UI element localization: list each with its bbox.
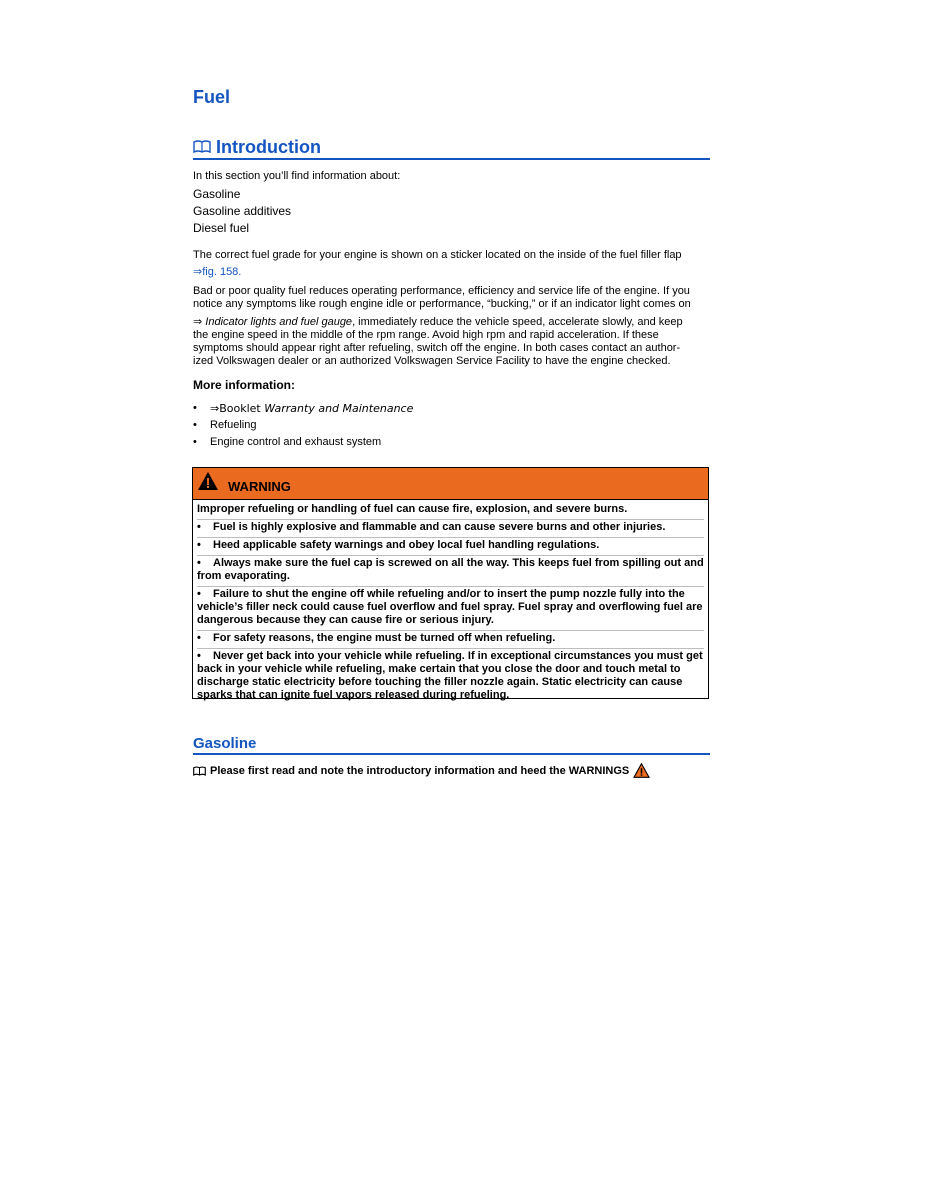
list-item-label: Engine control and exhaust system xyxy=(210,436,382,448)
bullet: • xyxy=(197,521,201,533)
warning-item-text: Failure to shut the engine off while refueling and/or to insert the pump nozzle fully into the vehicle’s filler neck could cause fuel overflow and fuel spray. Fuel spray and overflowing fuel are dangerous because they can cause fire or serious injury. xyxy=(197,588,703,626)
more-info-label: More information: xyxy=(193,378,295,392)
warning-triangle-icon[interactable] xyxy=(633,763,650,778)
warning-box xyxy=(192,467,709,699)
warning-item-text: Always make sure the fuel cap is screwed on all the way. This keeps fuel from spilling out and from evaporating. xyxy=(197,557,704,582)
topic-item: Gasoline xyxy=(193,187,241,201)
list-item[interactable] xyxy=(193,400,710,417)
gasoline-heading xyxy=(193,734,710,755)
warning-item xyxy=(197,587,704,631)
introduction-heading xyxy=(193,136,710,160)
read-note xyxy=(193,763,710,778)
arrow-symbol: ⇒ xyxy=(193,316,203,328)
book-icon xyxy=(193,766,206,776)
read-note-text: Please first read and note the introductory information and heed the WARNINGS xyxy=(210,764,630,777)
list-item[interactable] xyxy=(193,417,710,434)
fuel-quality-line: the engine speed in the middle of the rpm range. Avoid high rpm and rapid acceleration. If these xyxy=(193,329,659,341)
fuel-quality-line xyxy=(193,316,710,329)
indicator-lights-link[interactable]: Indicator lights and fuel gauge xyxy=(205,316,353,328)
fuel-quality-line: notice any symptoms like rough engine idle or performance, “bucking,” or if an indicator light comes on xyxy=(193,298,691,310)
warning-item-text: Never get back into your vehicle while refueling. If in exceptional circumstances you must get back in your vehicle while refueling, make certain that you close the door and touch metal to discharge static electricity before touching the filler nozzle again. Static electricity can cause sparks that can ignite fuel vapors released during refueling. xyxy=(197,650,703,701)
fuel-quality-continuation: , immediately reduce the vehicle speed, accelerate slowly, and keep xyxy=(352,316,683,328)
book-icon xyxy=(193,137,211,158)
topic-item: Diesel fuel xyxy=(193,221,250,235)
warning-item xyxy=(197,631,704,649)
warning-lead: Improper refueling or handling of fuel can cause fire, explosion, and severe burns. xyxy=(197,502,704,520)
warning-title: WARNING xyxy=(228,479,291,494)
warning-item xyxy=(197,649,704,705)
fuel-quality-line: Bad or poor quality fuel reduces operating performance, efficiency and service life of the engine. If you xyxy=(193,285,690,297)
bullet: • xyxy=(197,650,201,662)
bullet: • xyxy=(197,632,201,644)
intro-lead: In this section you’ll find information about: xyxy=(193,170,401,182)
warning-header xyxy=(193,468,708,500)
warning-item xyxy=(197,538,704,556)
warning-item-text: Heed applicable safety warnings and obey local fuel handling regulations. xyxy=(213,539,600,551)
fig-158-link[interactable]: ⇒fig. 158. xyxy=(193,266,242,278)
fuel-grade-text: The correct fuel grade for your engine is shown on a sticker located on the inside of the fuel filler flap xyxy=(193,249,682,261)
warning-item xyxy=(197,520,704,538)
fuel-quality-line: symptoms should appear right after refueling, switch off the engine. In both cases contact an author- xyxy=(193,342,681,354)
warning-item xyxy=(197,556,704,587)
introduction-heading-text: Introduction xyxy=(216,136,321,157)
chapter-title: Fuel xyxy=(193,87,231,107)
bullet: • xyxy=(197,557,201,569)
warning-item-text: For safety reasons, the engine must be turned off when refueling. xyxy=(213,632,556,644)
list-item-label: Refueling xyxy=(210,419,257,431)
more-info-list xyxy=(193,400,710,451)
topic-item: Gasoline additives xyxy=(193,204,292,218)
list-item[interactable] xyxy=(193,434,710,451)
fuel-quality-line: ized Volkswagen dealer or an authorized Volkswagen Service Facility to have the engine checked. xyxy=(193,355,671,367)
bullet: • xyxy=(197,588,201,600)
warning-item-text: Fuel is highly explosive and flammable and can cause severe burns and other injuries. xyxy=(213,521,666,533)
gasoline-heading-text: Gasoline xyxy=(193,735,257,752)
booklet-prefix: ⇒Booklet xyxy=(210,402,265,415)
warning-body xyxy=(193,500,708,705)
warning-triangle-icon xyxy=(197,471,219,496)
bullet: • xyxy=(197,539,201,551)
booklet-title: Warranty and Maintenance xyxy=(264,402,414,415)
